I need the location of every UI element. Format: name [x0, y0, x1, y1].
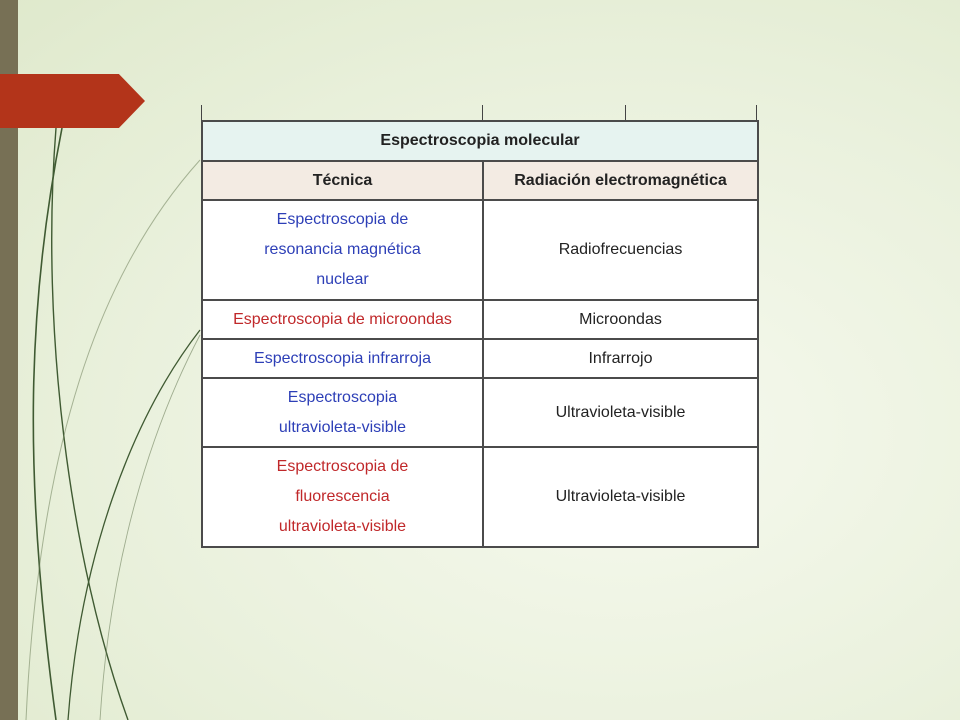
- accent-arrow-shape: [0, 74, 145, 128]
- table-top-tick: [482, 105, 483, 121]
- table-row: [202, 339, 758, 378]
- technique-line: fluorescencia: [295, 488, 390, 505]
- table-row: [202, 200, 758, 300]
- table-top-tick: [756, 105, 757, 121]
- table-top-tick: [201, 105, 202, 121]
- technique-line: Espectroscopia de: [276, 211, 409, 228]
- table-top-tick: [625, 105, 626, 121]
- radiation-cell: Microondas: [483, 300, 758, 339]
- technique-line: Espectroscopia infrarroja: [254, 349, 431, 367]
- technique-line: Espectroscopia de: [276, 458, 409, 475]
- technique-line: Espectroscopia: [287, 388, 398, 406]
- radiation-cell: Radiofrecuencias: [483, 200, 758, 300]
- column-header-radiation: Radiación electromagnética: [483, 161, 758, 200]
- table-row: [202, 447, 758, 547]
- table-title: Espectroscopia molecular: [202, 121, 758, 161]
- technique-cell[interactable]: [202, 339, 483, 378]
- spectroscopy-table-wrapper: [201, 105, 757, 548]
- table-row: [202, 378, 758, 447]
- technique-cell[interactable]: [202, 447, 483, 547]
- technique-line: Espectroscopia de microondas: [233, 310, 452, 328]
- spectroscopy-table: [201, 120, 759, 548]
- technique-line: resonancia magnética: [264, 241, 421, 258]
- technique-cell[interactable]: [202, 300, 483, 339]
- radiation-cell: Infrarrojo: [483, 339, 758, 378]
- technique-line: ultravioleta-visible: [278, 518, 407, 535]
- table-header-row: [202, 161, 758, 200]
- radiation-cell: Ultravioleta-visible: [483, 378, 758, 447]
- column-header-technique: Técnica: [202, 161, 483, 200]
- table-title-row: [202, 121, 758, 161]
- technique-line: ultravioleta-visible: [278, 418, 407, 436]
- radiation-cell: Ultravioleta-visible: [483, 447, 758, 547]
- technique-cell[interactable]: [202, 200, 483, 300]
- table-row: [202, 300, 758, 339]
- technique-cell[interactable]: [202, 378, 483, 447]
- technique-line: nuclear: [316, 271, 369, 288]
